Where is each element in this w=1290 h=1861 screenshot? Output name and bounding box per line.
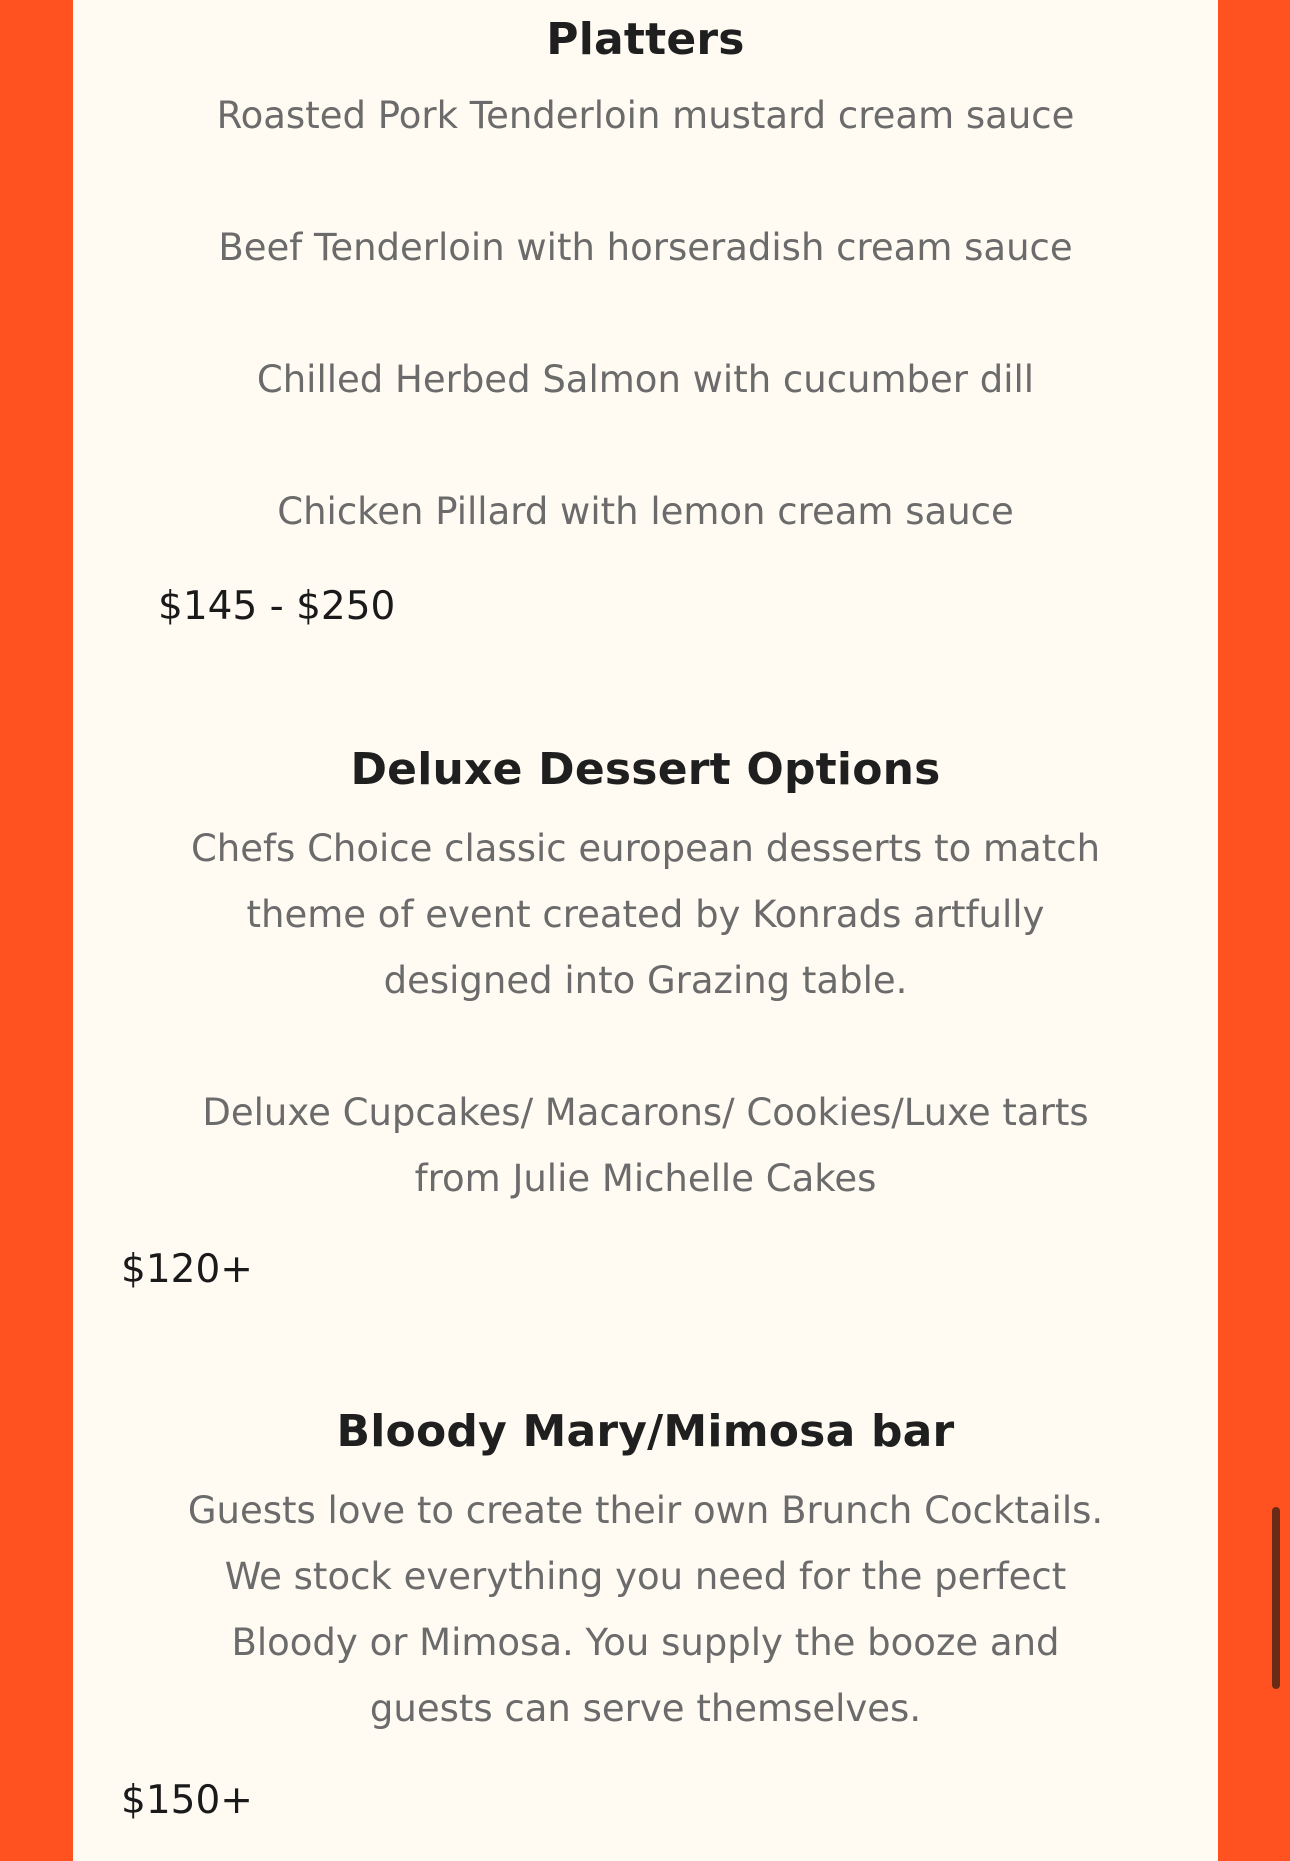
desserts-description-line: Chefs Choice classic european desserts to match <box>190 827 1101 870</box>
bar-description <box>73 1478 1218 1742</box>
platter-item-chicken: Chicken Pillard with lemon cream sauce <box>277 490 1014 533</box>
platters-price: $145 - $250 <box>158 584 396 629</box>
desserts-section <box>73 742 1218 798</box>
platter-item-beef-wrap <box>73 218 1218 278</box>
bar-description-line: Bloody or Mimosa. You supply the booze and <box>231 1621 1060 1664</box>
platter-item-salmon: Chilled Herbed Salmon with cucumber dill <box>256 358 1035 401</box>
desserts-extra-line: Deluxe Cupcakes/ Macarons/ Cookies/Luxe tarts <box>202 1091 1089 1134</box>
platter-item-pork: Roasted Pork Tenderloin mustard cream sauce <box>216 94 1075 137</box>
bar-description-line: Guests love to create their own Brunch Cocktails. <box>187 1489 1104 1532</box>
desserts-title: Deluxe Dessert Options <box>350 744 941 795</box>
bar-description-line: guests can serve themselves. <box>369 1687 922 1730</box>
desserts-description-line: theme of event created by Konrads artfully <box>246 893 1045 936</box>
desserts-extra <box>73 1080 1218 1212</box>
desserts-price: $120+ <box>121 1247 253 1292</box>
scrollbar-thumb[interactable] <box>1272 1507 1280 1689</box>
platter-item-chicken-wrap <box>73 482 1218 542</box>
platters-title: Platters <box>546 14 745 65</box>
desserts-extra-line: from Julie Michelle Cakes <box>414 1157 877 1200</box>
desserts-description-line: designed into Grazing table. <box>383 959 908 1002</box>
bar-title: Bloody Mary/Mimosa bar <box>336 1406 955 1457</box>
menu-panel <box>73 0 1218 1861</box>
bar-description-line: We stock everything you need for the perfect <box>224 1555 1067 1598</box>
platters-section <box>73 12 1218 68</box>
platter-item-beef: Beef Tenderloin with horseradish cream sauce <box>218 226 1073 269</box>
desserts-description <box>73 816 1218 1014</box>
platters-items <box>73 86 1218 146</box>
bar-price: $150+ <box>121 1778 253 1823</box>
platter-item-salmon-wrap <box>73 350 1218 410</box>
bar-section <box>73 1404 1218 1460</box>
